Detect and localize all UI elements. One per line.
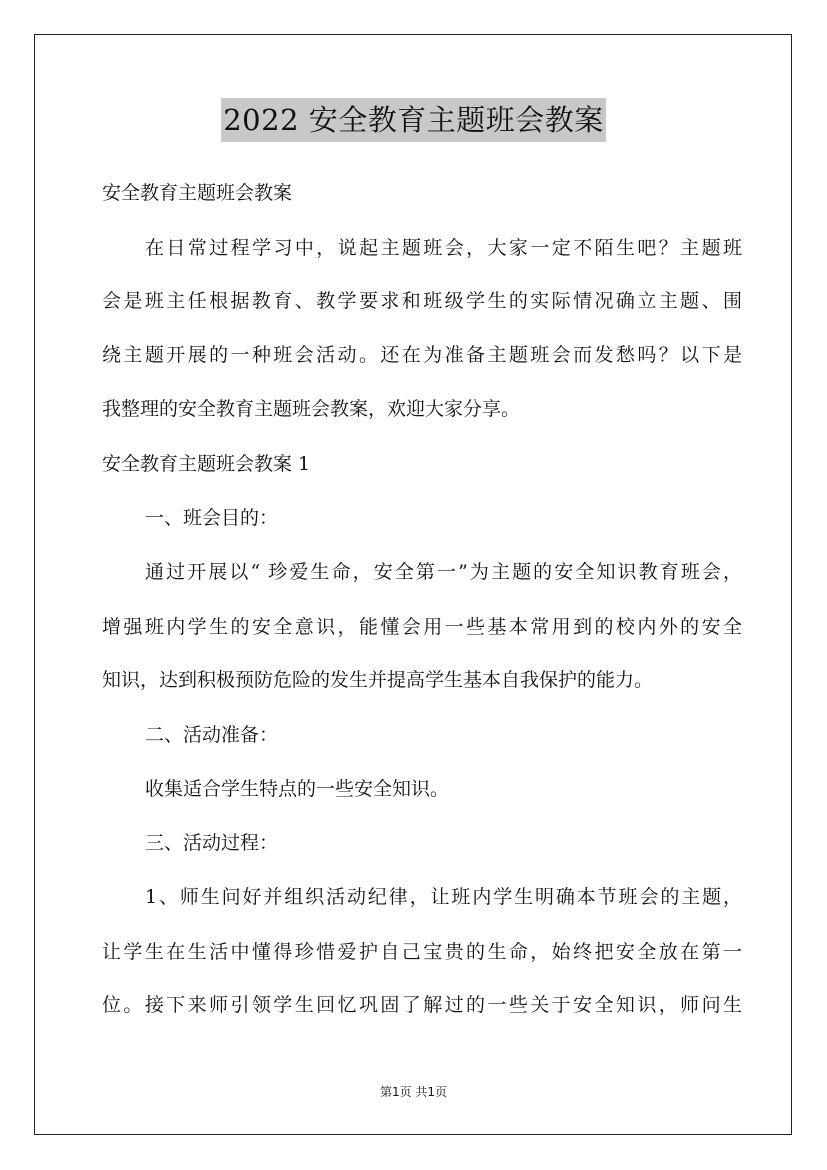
section-heading: 一、班会目的： <box>145 507 279 529</box>
paragraph-line: 知识，达到积极预防危险的发生并提高学生基本自我保护的能力。 <box>102 669 654 691</box>
paragraph-line: 我整理的安全教育主题班会教案，欢迎大家分享。 <box>102 398 521 420</box>
paragraph-line: 在日常过程学习中，说起主题班会，大家一定不陌生吧？主题班 <box>145 237 742 259</box>
document-title: 2022 安全教育主题班会教案 <box>221 98 606 142</box>
paragraph-line: 增强班内学生的安全意识，能懂会用一些基本常用到的校内外的安全 <box>102 616 742 638</box>
paragraph-line: 通过开展以“ 珍爱生命，安全第一”为主题的安全知识教育班会， <box>145 561 742 583</box>
paragraph-line: 绕主题开展的一种班会活动。还在为准备主题班会而发愁吗？以下是 <box>102 344 742 366</box>
subtitle-line: 安全教育主题班会教案 <box>102 182 293 204</box>
section-heading: 安全教育主题班会教案 1 <box>102 453 311 475</box>
title-container <box>0 98 827 142</box>
paragraph-line: 会是班主任根据教育、教学要求和班级学生的实际情况确立主题、围 <box>102 290 742 312</box>
paragraph-line: 1、师生问好并组织活动纪律，让班内学生明确本节班会的主题， <box>145 886 742 908</box>
paragraph-line: 让学生在生活中懂得珍惜爱护自己宝贵的生命，始终把安全放在第一 <box>102 941 742 963</box>
paragraph-line: 收集适合学生特点的一些安全知识。 <box>145 778 450 800</box>
section-heading: 三、活动过程： <box>145 832 279 854</box>
paragraph-line: 位。接下来师引领学生回忆巩固了解过的一些关于安全知识，师问生 <box>102 994 742 1016</box>
section-heading: 二、活动准备： <box>145 724 279 746</box>
page-footer: 第1页 共1页 <box>379 1085 448 1099</box>
